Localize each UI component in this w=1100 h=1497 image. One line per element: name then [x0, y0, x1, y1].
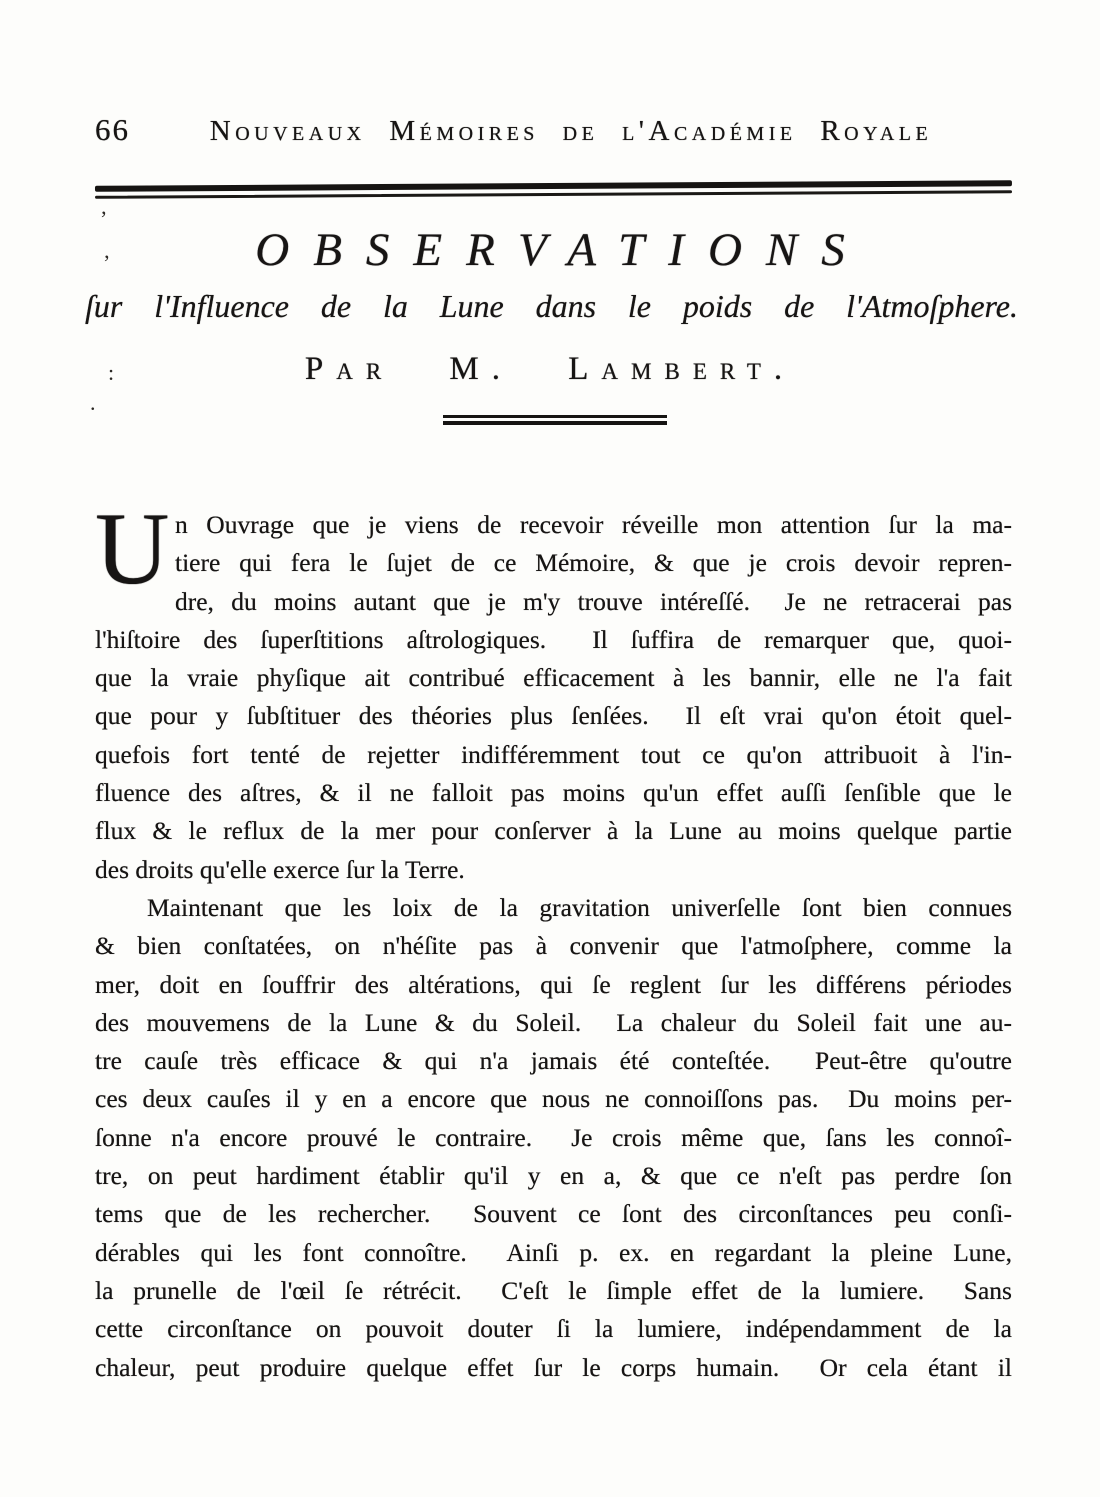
- running-header: Nouveaux Mémoires de l'Académie Royale: [209, 115, 933, 147]
- text-line: tems que de les rechercher. Souvent ce ſont des circonſtances peu conſi-: [95, 1199, 1012, 1229]
- text-line: mer, doit en ſouffrir des altérations, qui ſe reglent ſur les différens périodes: [95, 969, 1012, 999]
- article-subtitle: ſur l'Influence de la Lune dans le poids de l'Atmoſphere.: [85, 288, 1018, 324]
- body-text: [95, 492, 1012, 1387]
- text-line: flux & le reflux de la mer pour conſerver à la Lune au moins quelque partie: [95, 816, 1012, 846]
- text-line: des mouvemens de la Lune & du Soleil. La chaleur du Soleil fait une au-: [95, 1007, 1012, 1037]
- text-line: chaleur, peut produire quelque effet ſur le corps humain. Or cela étant il: [95, 1352, 1012, 1382]
- text-line: ſonne n'a encore prouvé le contraire. Je crois même que, ſans les connoî-: [95, 1122, 1012, 1152]
- print-artifact: :: [108, 360, 115, 385]
- text-line: Maintenant que les loix de la gravitation univerſelle ſont bien connues: [147, 892, 1012, 922]
- text-line: fluence des aſtres, & il ne falloit pas moins qu'un effet auſſi ſenſible que le: [95, 778, 1012, 808]
- text-line: la prunelle de l'œil ſe rétrécit. C'eſt le ſimple effet de la lumiere. Sans: [95, 1275, 1012, 1305]
- article-byline: Par M. Lambert.: [304, 351, 796, 387]
- print-artifact: .: [90, 390, 96, 415]
- text-line: quefois fort tenté de rejetter indifféremment tout ce qu'on attribuoit à l'in-: [95, 739, 1012, 769]
- text-line: dérables qui les font connoître. Ainſi p. ex. en regardant la pleine Lune,: [95, 1237, 1012, 1267]
- text-line: & bien conſtatées, on n'héſite pas à convenir que l'atmoſphere, comme la: [95, 931, 1012, 961]
- print-artifact: ’: [103, 250, 111, 275]
- byline-double-rule: [443, 415, 667, 427]
- rule-bar: [95, 190, 1012, 199]
- paragraph: [95, 492, 1012, 889]
- text-line: tre cauſe très efficace & qui n'a jamais été conteſtée. Peut-être qu'outre: [95, 1046, 1012, 1076]
- text-line: cette circonſtance on pouvoit douter ſi la lumiere, indépendamment de la: [95, 1314, 1012, 1344]
- text-line: dre, du moins autant que je m'y trouve intéreſſé. Je ne retracerai pas: [175, 586, 1012, 616]
- text-line: que pour y ſubſtituer des théories plus ſenſées. Il eſt vrai qu'on étoit quel-: [95, 701, 1012, 731]
- article-title: OBSERVATIONS: [255, 224, 869, 276]
- page-number: 66: [95, 112, 130, 147]
- text-line: n Ouvrage que je viens de recevoir réveille mon attention ſur la ma-: [175, 510, 1012, 539]
- text-line: ces deux cauſes il y en a encore que nous ne connoiſſons pas. Du moins per-: [95, 1084, 1012, 1114]
- text-line: des droits qu'elle exerce ſur la Terre.: [95, 854, 465, 884]
- print-artifact: ‚: [100, 194, 108, 219]
- text-line: tiere qui fera le ſujet de ce Mémoire, & que je crois devoir repren-: [175, 548, 1012, 578]
- header-double-rule: [95, 180, 1012, 202]
- paragraph: [95, 889, 1012, 1387]
- text-line: tre, on peut hardiment établir qu'il y en a, & que ce n'eſt pas perdre ſon: [95, 1161, 1012, 1191]
- text-line: que la vraie phyſique ait contribué efficacement à les bannir, elle ne l'a fait: [95, 663, 1012, 693]
- text-line: l'hiſtoire des ſuperſtitions aſtrologiques. Il ſuffira de remarquer que, quoi-: [95, 624, 1012, 654]
- rule-bar: [443, 421, 667, 425]
- rule-bar: [443, 415, 667, 418]
- drop-cap: U: [95, 492, 170, 606]
- running-header-row: [95, 112, 1012, 148]
